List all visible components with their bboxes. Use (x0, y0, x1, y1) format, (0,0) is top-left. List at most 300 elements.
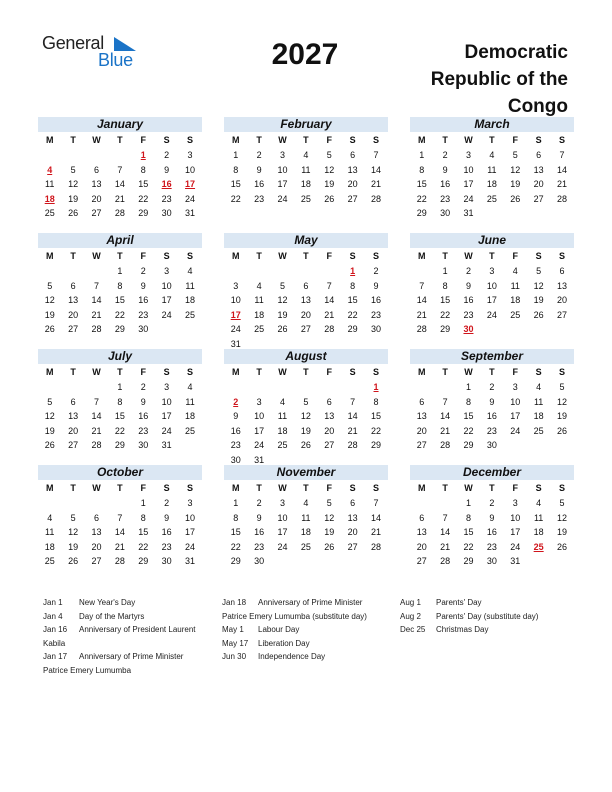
month-march (410, 117, 574, 221)
weekday-label: S (559, 251, 566, 261)
day: 6 (93, 512, 99, 523)
day: 27 (416, 440, 427, 450)
day: 21 (371, 527, 382, 537)
month-december (410, 465, 574, 569)
day: 16 (440, 179, 451, 189)
weekday-label: W (92, 251, 101, 261)
day: 6 (559, 266, 565, 276)
day: 18 (300, 527, 311, 537)
day: 25 (300, 541, 311, 552)
empty-day (38, 496, 61, 511)
weekday-label: F (512, 251, 518, 261)
day: 12 (300, 411, 311, 421)
day: 14 (91, 411, 102, 421)
day: 4 (489, 150, 495, 160)
day: 8 (373, 396, 379, 407)
weekday-label: F (326, 135, 332, 145)
day: 26 (533, 309, 544, 320)
day: 1 (117, 266, 123, 276)
weekday-label: F (140, 367, 146, 377)
day: 7 (373, 150, 379, 160)
weekday-label: W (92, 483, 101, 493)
month-july (38, 349, 202, 453)
day: 21 (440, 425, 451, 436)
empty-day (85, 264, 108, 279)
day: 17 (463, 179, 474, 189)
day: 20 (533, 179, 544, 189)
weekday-label: S (187, 135, 194, 145)
day: 13 (533, 164, 544, 175)
day: 11 (254, 295, 264, 305)
day: 12 (68, 527, 79, 537)
weekday-label: S (373, 135, 380, 145)
day: 19 (44, 309, 55, 320)
holiday-item (43, 610, 196, 624)
day: 4 (303, 150, 309, 160)
day: 26 (68, 556, 79, 566)
month-header: January (38, 117, 202, 132)
day: 25 (510, 309, 521, 320)
weekday-label: S (163, 251, 170, 261)
weekday-label: T (117, 135, 123, 145)
day: 18 (44, 541, 55, 552)
day: 30 (486, 556, 497, 566)
day: 6 (70, 280, 76, 291)
day: 13 (68, 411, 79, 421)
month-header: April (38, 233, 202, 248)
day: 23 (138, 425, 149, 436)
day: 14 (347, 411, 358, 421)
day: 14 (440, 527, 451, 537)
day: 24 (185, 541, 196, 552)
weekday-label: W (278, 251, 287, 261)
weekday-label: T (117, 367, 123, 377)
logo-blue-text: Blue (98, 50, 133, 70)
day: 26 (44, 440, 55, 450)
day: 25 (254, 324, 265, 334)
day: 10 (510, 512, 521, 523)
weekday-label: T (117, 483, 123, 493)
day: 29 (371, 440, 382, 450)
weekday-label: S (559, 483, 566, 493)
empty-day (341, 380, 364, 395)
weekday-label: S (535, 483, 542, 493)
day: 31 (510, 556, 521, 566)
day: 12 (44, 411, 55, 421)
day: 17 (254, 425, 265, 436)
weekday-label: T (442, 367, 448, 377)
day: 18 (510, 295, 521, 305)
day: 30 (161, 208, 172, 218)
day: 24 (254, 440, 265, 450)
day: 18 (185, 411, 196, 421)
day: 11 (510, 280, 520, 291)
day: 30 (138, 440, 149, 450)
day: 7 (419, 280, 425, 291)
day: 19 (68, 541, 79, 552)
weekday-label: W (92, 135, 101, 145)
holiday-day: 30 (463, 324, 474, 334)
holiday-column (222, 596, 367, 664)
holiday-date: May 1 (222, 625, 244, 634)
day: 27 (557, 309, 568, 320)
empty-day (61, 496, 84, 511)
day: 3 (489, 266, 495, 276)
weekday-label: T (489, 135, 495, 145)
day: 11 (533, 512, 544, 523)
empty-day (61, 264, 84, 279)
country-line: Congo (507, 96, 568, 117)
day: 3 (187, 150, 193, 160)
day: 6 (419, 512, 425, 523)
holiday-date: Jun 30 (222, 652, 247, 661)
day: 29 (463, 440, 474, 450)
holiday-date: Jan 17 (43, 652, 68, 661)
day: 29 (114, 440, 125, 450)
weekday-label: T (489, 483, 495, 493)
month-header: July (38, 349, 202, 364)
day: 20 (68, 425, 79, 436)
holiday-name: Anniversary of President Laurent (79, 625, 196, 634)
day: 27 (347, 541, 358, 552)
weekday-label: S (373, 367, 380, 377)
day: 24 (230, 324, 241, 334)
holiday-name: Independence Day (258, 652, 326, 661)
weekday-label: M (45, 483, 54, 493)
day: 9 (465, 280, 471, 291)
day: 13 (324, 411, 335, 421)
holiday-name-continued: Patrice Emery Lumumba (substitute day) (222, 611, 367, 621)
weekday-label: S (559, 135, 566, 145)
holiday-day: 2 (233, 396, 239, 407)
day: 1 (465, 382, 471, 392)
day: 8 (140, 512, 146, 523)
year-title: 2027 (271, 38, 339, 71)
day: 17 (161, 295, 172, 305)
day: 18 (533, 527, 544, 537)
day: 19 (277, 309, 288, 320)
day: 31 (463, 208, 474, 218)
holiday-item (43, 596, 196, 610)
weekday-label: F (326, 367, 332, 377)
day: 3 (279, 498, 285, 508)
day: 1 (465, 498, 471, 508)
holiday-name: Parents' Day (436, 598, 482, 607)
day: 14 (416, 295, 427, 305)
month-header: June (410, 233, 574, 248)
empty-day (38, 264, 61, 279)
weekday-label: T (256, 367, 262, 377)
day: 8 (117, 396, 123, 407)
day: 24 (185, 193, 196, 204)
day: 14 (114, 527, 125, 537)
day: 7 (117, 512, 123, 523)
holiday-date: Jan 18 (222, 598, 247, 607)
day: 26 (44, 324, 55, 334)
day: 16 (486, 411, 497, 421)
holiday-date: Dec 25 (400, 625, 426, 634)
day: 3 (187, 498, 193, 508)
empty-day (61, 148, 84, 163)
holiday-date: May 17 (222, 638, 249, 648)
empty-day (410, 496, 433, 511)
holiday-name: Parents' Day (substitute day) (436, 611, 539, 621)
empty-day (410, 380, 433, 395)
month-header: May (224, 233, 388, 248)
day: 1 (442, 266, 448, 276)
day: 7 (93, 280, 99, 291)
day: 5 (559, 382, 565, 392)
day: 23 (254, 193, 265, 204)
day: 4 (512, 266, 518, 276)
day: 6 (350, 150, 356, 160)
day: 19 (44, 425, 55, 436)
empty-day (85, 380, 108, 395)
day: 9 (373, 280, 379, 291)
day: 27 (68, 440, 79, 450)
holiday-day: 1 (373, 382, 379, 392)
holiday-day: 16 (161, 179, 172, 189)
weekday-label: F (326, 251, 332, 261)
month-october (38, 465, 202, 569)
day: 16 (486, 527, 497, 537)
month-header: March (410, 117, 574, 132)
day: 16 (161, 527, 172, 537)
day: 4 (256, 280, 262, 291)
day: 13 (347, 512, 358, 523)
day: 28 (91, 440, 102, 450)
day: 15 (230, 527, 241, 537)
day: 30 (138, 324, 149, 334)
day: 10 (510, 396, 521, 407)
day: 8 (419, 164, 425, 175)
day: 9 (233, 411, 239, 421)
day: 21 (114, 541, 125, 552)
holiday-day: 18 (44, 193, 55, 204)
weekday-label: T (489, 367, 495, 377)
day: 30 (161, 556, 172, 566)
month-header: August (224, 349, 388, 364)
day: 10 (161, 396, 172, 407)
day: 3 (279, 150, 285, 160)
holiday-date: Jan 16 (43, 625, 68, 634)
day: 16 (138, 295, 149, 305)
day: 6 (70, 396, 76, 407)
day: 13 (347, 164, 358, 175)
weekday-label: W (464, 251, 473, 261)
day: 21 (114, 193, 125, 204)
day: 5 (279, 280, 285, 291)
day: 13 (68, 295, 79, 305)
day: 18 (185, 295, 196, 305)
weekday-label: S (535, 251, 542, 261)
day: 4 (187, 382, 193, 392)
day: 26 (557, 541, 568, 552)
day: 24 (161, 309, 172, 320)
empty-day (108, 148, 131, 163)
weekday-label: T (70, 367, 76, 377)
day: 3 (256, 396, 262, 407)
empty-day (85, 496, 108, 511)
weekday-label: T (70, 135, 76, 145)
day: 13 (300, 295, 311, 305)
day: 15 (230, 179, 241, 189)
day: 14 (557, 164, 568, 175)
day: 6 (326, 396, 332, 407)
day: 3 (512, 498, 518, 508)
day: 5 (47, 280, 53, 291)
day: 2 (256, 498, 262, 508)
day: 3 (512, 382, 518, 392)
day: 27 (533, 193, 544, 204)
weekday-label: T (303, 367, 309, 377)
day: 30 (440, 208, 451, 218)
holiday-item (43, 650, 196, 664)
weekday-label: S (349, 483, 356, 493)
holiday-item (222, 637, 367, 651)
holiday-date: Aug 2 (400, 611, 421, 621)
day: 6 (536, 150, 542, 160)
weekday-label: S (349, 367, 356, 377)
day: 2 (465, 266, 471, 276)
holiday-name: Anniversary of Prime Minister (258, 598, 363, 607)
day: 7 (350, 396, 356, 407)
weekday-label: M (231, 135, 240, 145)
empty-day (108, 496, 131, 511)
day: 16 (463, 295, 474, 305)
day: 22 (138, 541, 149, 552)
day: 13 (557, 280, 568, 291)
day: 9 (164, 164, 170, 175)
weekday-label: S (373, 483, 380, 493)
empty-day (318, 380, 341, 395)
weekday-label: M (45, 367, 54, 377)
day: 23 (486, 541, 497, 552)
day: 17 (161, 411, 172, 421)
empty-day (294, 380, 317, 395)
day: 16 (230, 425, 241, 436)
weekday-label: F (326, 483, 332, 493)
holiday-date: Aug 1 (400, 598, 421, 607)
day: 2 (256, 150, 262, 160)
weekday-label: S (349, 135, 356, 145)
weekday-label: F (512, 483, 518, 493)
day: 23 (371, 309, 382, 320)
weekday-label: F (512, 367, 518, 377)
day: 24 (510, 425, 521, 436)
weekday-label: M (231, 483, 240, 493)
weekday-label: F (512, 135, 518, 145)
weekday-label: S (535, 135, 542, 145)
empty-day (38, 148, 61, 163)
day: 20 (324, 425, 335, 436)
holiday-name: Liberation Day (258, 638, 310, 648)
month-september (410, 349, 574, 453)
day: 20 (68, 309, 79, 320)
day: 3 (465, 150, 471, 160)
day: 24 (277, 193, 288, 204)
month-header: October (38, 465, 202, 480)
month-header: November (224, 465, 388, 480)
day: 18 (533, 411, 544, 421)
day: 20 (91, 541, 102, 552)
weekday-label: S (187, 483, 194, 493)
day: 25 (533, 425, 544, 436)
day: 26 (510, 193, 521, 204)
day: 26 (300, 440, 311, 450)
day: 9 (164, 512, 170, 523)
day: 5 (326, 150, 332, 160)
day: 6 (93, 164, 99, 175)
day: 12 (68, 179, 79, 189)
weekday-label: W (92, 367, 101, 377)
day: 15 (114, 295, 125, 305)
day: 10 (185, 512, 196, 523)
day: 22 (416, 193, 427, 204)
day: 14 (371, 164, 382, 175)
day: 20 (347, 527, 358, 537)
weekday-label: F (140, 483, 146, 493)
day: 24 (161, 425, 172, 436)
day: 29 (440, 324, 451, 334)
day: 29 (230, 556, 241, 566)
day: 20 (557, 295, 568, 305)
day: 17 (510, 411, 521, 421)
day: 28 (371, 193, 382, 204)
day: 29 (138, 556, 149, 566)
day: 5 (559, 498, 565, 508)
day: 11 (185, 396, 195, 407)
day: 11 (45, 179, 55, 189)
weekday-label: S (349, 251, 356, 261)
day: 14 (91, 295, 102, 305)
day: 28 (114, 208, 125, 218)
weekday-label: T (256, 135, 262, 145)
day: 2 (140, 382, 146, 392)
day: 30 (371, 324, 382, 334)
month-header: September (410, 349, 574, 364)
day: 11 (185, 280, 195, 291)
holiday-day: 17 (185, 179, 196, 189)
month-april (38, 233, 202, 337)
day: 21 (371, 179, 382, 189)
day: 24 (463, 193, 474, 204)
day: 10 (486, 280, 497, 291)
holiday-name-continued: Patrice Emery Lumumba (43, 665, 132, 675)
day: 28 (440, 556, 451, 566)
holiday-column (400, 596, 538, 637)
day: 21 (416, 309, 427, 320)
day: 23 (440, 193, 451, 204)
day: 7 (442, 512, 448, 523)
holiday-item (43, 623, 196, 637)
day: 2 (140, 266, 146, 276)
day: 30 (230, 454, 241, 465)
day: 4 (536, 498, 542, 508)
day: 12 (533, 280, 544, 291)
day: 25 (486, 193, 497, 204)
day: 29 (138, 208, 149, 218)
weekday-label: T (70, 483, 76, 493)
weekday-label: M (231, 251, 240, 261)
weekday-label: T (256, 251, 262, 261)
day: 9 (489, 396, 495, 407)
day: 7 (442, 396, 448, 407)
day: 31 (230, 338, 241, 349)
day: 17 (277, 527, 288, 537)
day: 25 (44, 208, 55, 218)
weekday-label: M (417, 367, 426, 377)
